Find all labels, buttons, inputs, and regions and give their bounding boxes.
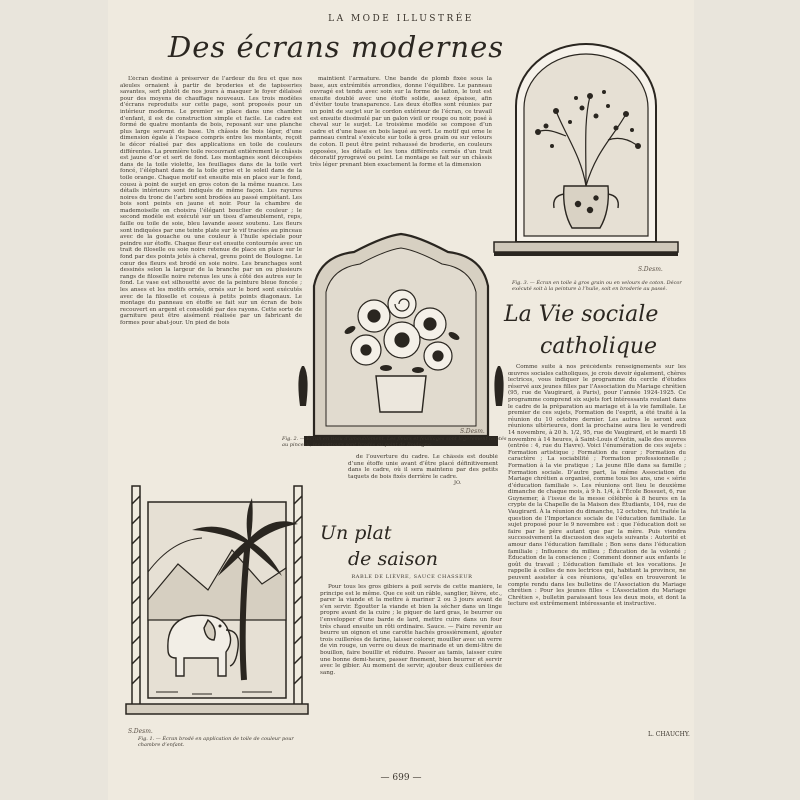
section-title-line2: catholique <box>540 334 658 359</box>
article-body-text: maintient l’armature. Une bande de plomb fixée sous la base, aux extrémités arrondies, donne l’équilibre. Le panneau ouvragé est tendu avec soin sur la forme de laiton, le tout est ensuite doublé avec une étoffe solide, assez épaisse, afin d’éviter toute transparence. Les deux étoffes sont réunies par un point de surjet sur le cordon extérieur de l’écran, ce travail est ensuite dissimulé par un galon vieil or rouge ou noir, posé à cheval sur le surjet. Le troisième modèle se compose d’un cadre et d’une base en bois laqué au vert. Le motif qui orne le panneau central s’exécute sur toile à gros grain ou sur velours de coton. Il peut être peint rehaussé de broderie, en couleurs opposées, les détails et les tons différents cernés d’un trait décoratif pyrogravé ou peint. Le montage se fait sur un châssis très léger prenant bien exactement la forme et la dimension <box>310 76 492 168</box>
figure-1-caption: Fig. 1. — Écran brodé en application de toile de couleur pour chambre d’enfant. <box>138 736 294 748</box>
author-signature: L. CHAUCHY. <box>648 731 690 738</box>
artist-mark: S.Desm. <box>460 428 485 435</box>
recipe-subtitle: RABLE DE LIÈVRE, SAUCE CHASSEUR <box>351 574 473 580</box>
article-title: Des écrans modernes <box>168 30 505 64</box>
running-header: LA MODE ILLUSTRÉE <box>328 14 474 24</box>
recipe-title-line1: Un plat <box>320 522 392 544</box>
figure-3-caption: Fig. 3. — Écran en toile à gros grain ou en velours de coton. Décor exécuté soit à la peinture à l’huile, soit en broderie au passé. <box>512 280 682 292</box>
figure-2-caption: Fig. 2. — Écran en tissu d’ameublement. Les fleurs et feuillages sont légèrement teintés au pinceau, les contours sont brodés au point de Boulogne. <box>282 436 507 448</box>
figure-arch-screen <box>486 36 686 272</box>
recipe-text: Pour tous les gros gibiers à poil servis de cette manière, le principe est le même. Que ce soit un râble, sanglier, lièvre, etc., parer la viande et la mettre à mariner 2 ou 3 jours avant de s’en servir. Égoutter la viande et bien la sécher dans un linge propre avant de la cuire ; le piquer de lard gras, le beurrer ou l’envelopper d’une barde de lard, mettre cuire dans un four très chaud ensuite un rôti ordinaire. Sauce. — Faire revenir au beurre un oignon et une carotte hachés grossièrement, ajouter trois cuillerées de farine, laisser colorer, mouiller avec un verre de vin rouge, un verre ou deux de marinade et un demi-litre de bouillon, faire bouillir et réduire. Passer au tamis, laisser cuire une bonne demi-heure, passer finement, bien beurrer et servir avec le gibier. Au moment de servir, ajouter deux cuillerées de sang. <box>320 584 502 676</box>
section-title-line1: La Vie sociale <box>504 302 659 327</box>
article-column-1 <box>120 76 302 401</box>
recipe-title-line2: de saison <box>348 548 439 570</box>
social-article-text: Comme suite à nos précédents renseignements sur les œuvres sociales catholiques, je crois devoir également, chères lectrices, vous indiquer le programme du cercle d’études réservé aux jeunes filles par l’Association du Mariage chrétien (95, rue de Vaugirard, à Paris), pour l’année 1924-1925. Ce programme comprend six sujets fort intéressants roulant dans le cadre de la préparation au mariage et à la vie familiale. Le premier de ces sujets, Formation de l’esprit, a été traité à la réunion du 10 octobre dernier. Les autres le seront aux réunions ultérieures, dont la prochaine aura lieu le vendredi 14 novembre, à 20 h. 1/2, 95, rue de Vaugirard, et le mardi 18 novembre à 14 heures, à Saint-Louis d’Antin, salle des œuvres (entrée : 4, rue du Havre). Voici l’énumération de ces sujets : Formation artistique ; Formation du cœur ; Formation du caractère ; La sociabilité ; Formation professionnelle ; Formation à la vie pratique ; La jeune fille dans sa famille ; Formation sociale. D’autre part, la même Association du Mariage chrétien a organisé, comme tous les ans, une « série d’éducation familiale ». Les réunions ont lieu le deuxième dimanche de chaque mois, à 9 h. 1/4, à l’École Bossuet, 6, rue Guynemer, à l’issue de la messe célébrée à 8 heures en la crypte de la Chapelle de la Maison des Étudiants, 104, rue de Vaugirard. À la réunion du dimanche, 12 octobre, fut traitée la question de l’Importance sociale de l’éducation familiale. Le sujet proposé pour le 9 novembre est : que l’éducation doit se faire par le père autant que par la mère. Puis viendra successivement la discussion des sujets suivants : Autorité et amour dans l’éducation familiale ; Bon sens dans l’éducation familiale ; Influence du milieu ; Éducation de la volonté ; Éducation de la conscience ; Comment donner aux enfants le goût du travail ; L’éducation familiale et les vocations. Je rappelle à celles de nos lectrices qui, habitant la province, ne peuvent assister à ces réunions, qu’elles en trouveront le compte rendu dans les bulletins de l’Association du Mariage chrétien : Pour les jeunes filles « L’Association du Mariage Chrétien », bulletin paraissant tous les deux mois, et dont la lecture est extrêmement intéressante et instructive. <box>508 364 686 608</box>
article-column-2-continued <box>348 454 498 490</box>
figure-fabric-screen <box>294 226 508 456</box>
artist-mark: S.Desm. <box>128 728 153 735</box>
social-article-column <box>508 364 686 724</box>
artist-mark: S.Desm. <box>638 266 663 273</box>
page-number: — 699 — <box>380 773 422 783</box>
figure-elephant-screen <box>122 480 312 724</box>
article-signature: JO. <box>454 480 462 486</box>
recipe-column <box>320 584 502 760</box>
article-body-text: L’écran destiné à préserver de l’ardeur du feu et que nos aïeules ornaient à partir de broderies et de tapisseries savantes, sert plutôt de nos jours à masquer le foyer délaissé pour des moyens de chauffage nouveaux. Les trois modèles d’écrans reproduits sur cette page, sont proposés pour un intérieur moderne. Le premier se place dans une chambre d’enfant, il est de construction simple et facile. Le cadre est formé de quatre montants de bois, reposant sur une planche plus large servant de base. Un châssis de bois léger, d’une dimension égale à l’espace compris entre les montants, reçoit le décor réalisé par des applications en toile de couleurs différentes. La première toile recouvrant entièrement le châssis est jaune d’or et sert de fond. Les montagnes sont découpées dans de la toile violette, les feuillages dans de la toile vert foncé, l’éléphant dans de la toile grise et le soleil dans de la toile orange. Chaque motif est ensuite mis en place sur le fond, cousu à point de surjet en gros coton de la même nuance. Les détails intérieurs sont indiqués de même façon. Les rayures noires du tronc de l’arbre sont brodées au passé empiétant. Les bois sont peints en jaune et noir. Pour la chambre de mademoiselle on choisira l’élégant bouclier de couleur ; le second modèle est exécuté sur un tissu d’ameublement, reps, faille ou toile de soie, bleu lavande assez soutenu. Les fleurs sont indiquées par une teinte plate sur le vif tracées au pinceau avec de la gouache ou une couleur à l’huile spéciale pour peindre sur étoffe. Chaque fleur est ensuite contournée avec un trait de filoselle ou soie noire retenue de place en place sur le fond par des points jetés à cheval, grenu point de Boulogne. Le cœur des fleurs est brodé en soie noire. Les branchages sont dessinés selon la largeur de la branche par un ou plusieurs rangs de filoselle noire retenus les uns à côté des autres sur le fond. Le vase est silhouetté avec de la peinture bleue foncée ; les anses et les motifs ornés, ornés sur le bord sont exécutés avec de la filoselle et cousus à petits points diagonaux. Le montage du panneau en étoffe se fait sur un écran de bois recouvert en argent et consolidé par des rayons. Cette sorte de garniture peut être aisément réalisée par un fabricant de formes pour abat-jour. Un pied de bois <box>120 76 302 326</box>
article-body-text: de l’ouverture du cadre. Le châssis est doublé d’une étoffe unie avant d’être placé définitivement dans le cadre, où il sera maintenu par des petits taquets de bois fixés derrière le cadre. <box>348 454 498 480</box>
magazine-page <box>108 0 694 800</box>
article-column-2 <box>310 76 492 236</box>
